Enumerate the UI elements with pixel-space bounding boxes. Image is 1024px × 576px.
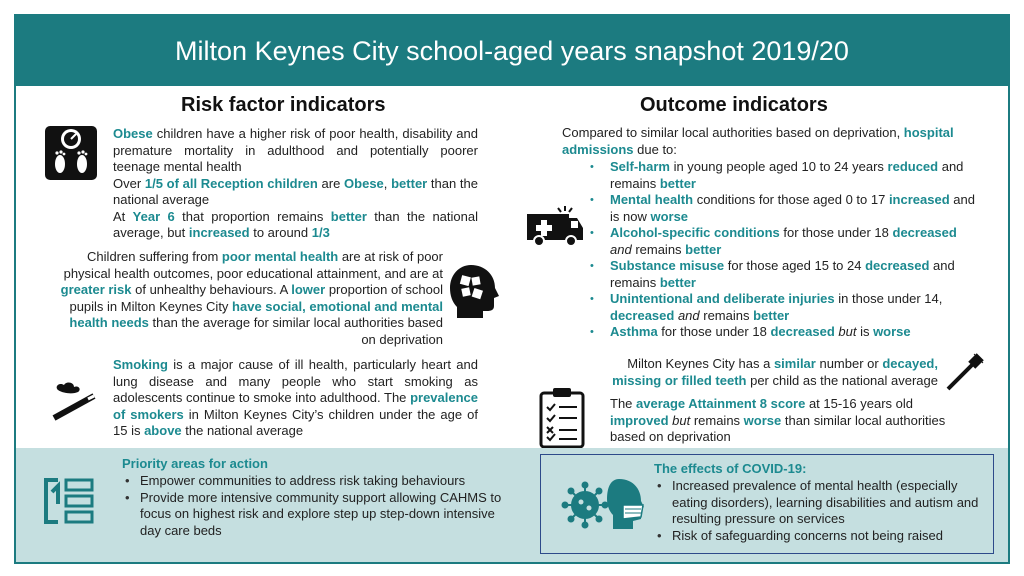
list-item: • Provide more intensive community support allowing CAHMS to focus on highest risk and explore step up step-down intensive day care beds	[122, 490, 517, 540]
snapshot-frame	[14, 14, 1010, 564]
covid-section	[654, 461, 984, 544]
virus-mask-icon	[561, 475, 645, 531]
list-item: • Unintentional and deliberate injuries in those under 14, decreased and remains better	[586, 291, 976, 324]
list-item: • Mental health conditions for those aged 0 to 17 increased and is now worse	[586, 192, 976, 225]
outcome-heading: Outcome indicators	[640, 94, 828, 116]
outcome-list	[586, 159, 976, 341]
covid-list	[654, 478, 984, 544]
cigarette-icon	[50, 380, 100, 422]
mental-health-text: Children suffering from poor mental health are at risk of poor physical health outcomes, poor educational attainment, and are at greater risk of unhealthy behaviours. A lower proportion of school pupils in Milton Keynes City have social, emotional and mental health needs than the average for similar local authorities based on deprivation	[60, 249, 443, 347]
priority-section	[122, 456, 517, 539]
scale-feet-icon	[43, 124, 99, 182]
title-bar	[16, 16, 1008, 86]
head-puzzle-icon	[449, 263, 501, 319]
obese-text: Obese children have a higher risk of poor health, disability and premature mortality in adulthood and potentially poorer teenage mental health Over 1/5 of all Reception children are Obese, better than the national average At Year 6 that proportion remains better than the national average, but increased to around 1/3	[113, 126, 478, 240]
toothbrush-icon	[944, 351, 986, 393]
risk-heading: Risk factor indicators	[181, 94, 386, 116]
ambulance-icon	[525, 204, 585, 248]
priority-heading: Priority areas for action	[122, 456, 268, 471]
priority-list	[122, 473, 517, 539]
list-item: • Self-harm in young people aged 10 to 24 years reduced and remains better	[586, 159, 976, 192]
page-title: Milton Keynes City school-aged years snapshot 2019/20	[175, 35, 849, 66]
priority-list-icon	[40, 474, 96, 528]
list-item: • Empower communities to address risk taking behaviours	[122, 473, 517, 490]
smoking-text: Smoking is a major cause of ill health, particularly heart and lung disease and many people who start smoking as adolescents continue to smoke into adulthood. The prevalence of smokers in Milton Keynes City’s children under the age of 15 is above the national average	[113, 357, 478, 438]
list-item: • Increased prevalence of mental health (especially eating disorders), learning disabilities and autism and resulting pressure on services	[654, 478, 984, 528]
list-item: • Substance misuse for those aged 15 to 24 decreased and remains better	[586, 258, 976, 291]
checklist-icon	[538, 387, 586, 449]
teeth-text: Milton Keynes City has a similar number or decayed, missing or filled teeth per child as the national average	[612, 356, 938, 388]
covid-heading: The effects of COVID-19:	[654, 461, 807, 476]
covid-box	[540, 454, 994, 554]
attainment-text: The average Attainment 8 score at 15-16 years old improved but remains worse than similar local authorities based on deprivation	[610, 396, 946, 444]
list-item: • Asthma for those under 18 decreased but is worse	[586, 324, 976, 341]
list-item: • Alcohol-specific conditions for those under 18 decreased and remains better	[586, 225, 976, 258]
bottom-panel	[16, 448, 1008, 562]
list-item: • Risk of safeguarding concerns not being raised	[654, 528, 984, 545]
outcome-intro: Compared to similar local authorities based on deprivation, hospital admissions due to:	[562, 125, 954, 157]
